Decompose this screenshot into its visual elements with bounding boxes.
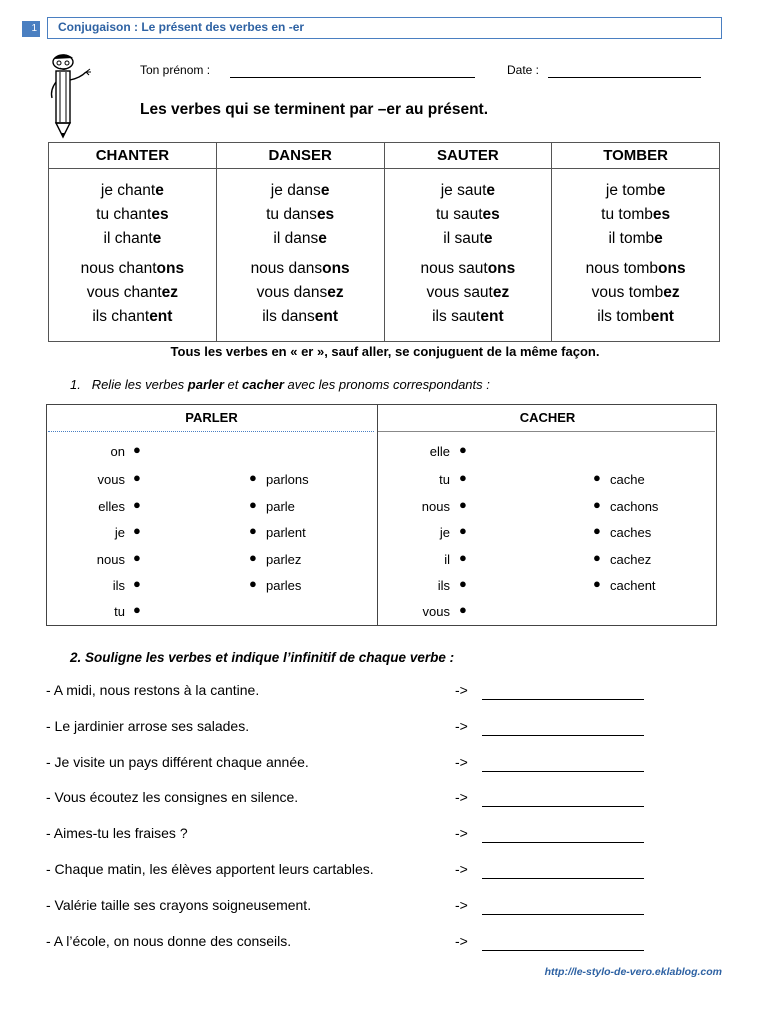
pronoun: je <box>605 182 618 199</box>
verb-ending: es <box>482 206 500 223</box>
pronoun: je <box>440 182 453 199</box>
verb-stem: chant <box>114 230 153 247</box>
pronoun: ils <box>432 308 447 325</box>
conjugation-form <box>217 305 384 329</box>
parler-verb: parle <box>266 499 295 514</box>
verb-stem: chant <box>118 260 157 277</box>
exercise2-sentence: - Vous écoutez les consignes en silence. <box>46 789 299 806</box>
parler-pronoun: ils <box>112 578 125 593</box>
infinitive-answer-field[interactable] <box>482 828 644 843</box>
pronoun: tu <box>266 206 279 223</box>
parler-verb: parlent <box>266 525 306 540</box>
infinitive-answer-field[interactable] <box>482 792 644 807</box>
exercise2-sentence: - A midi, nous restons à la cantine. <box>46 682 260 698</box>
verb-ending: e <box>656 182 666 199</box>
arrow-label: -> <box>455 682 468 698</box>
parler-pronoun: vous <box>97 472 125 487</box>
verb-stem: tomb <box>623 260 659 277</box>
arrow-label: -> <box>455 789 468 806</box>
page-number: 1 <box>22 21 40 37</box>
exercise1-verb-parler: parler <box>187 377 224 392</box>
footer-url[interactable]: http://le-stylo-de-vero.eklablog.com <box>544 966 722 978</box>
cacher-pronoun-dot[interactable]: ● <box>459 497 467 512</box>
parler-verb-dot[interactable]: ● <box>249 550 257 565</box>
exercise1-text-b: et <box>223 377 243 392</box>
exercise1-text-a: Relie les verbes <box>91 377 188 392</box>
parler-pronoun-dot[interactable]: ● <box>133 470 141 485</box>
cacher-header-rule <box>378 431 715 432</box>
pronoun: vous <box>591 284 625 301</box>
conjugation-column <box>49 169 217 342</box>
parler-pronoun-dot[interactable]: ● <box>133 602 141 617</box>
conjugation-form <box>217 257 384 281</box>
cacher-pronoun-dot[interactable]: ● <box>459 602 467 617</box>
exercise2-sentence: - A l’école, on nous donne des conseils. <box>46 932 292 949</box>
verb-header-chanter: CHANTER <box>49 143 217 169</box>
conjugation-form <box>385 227 552 251</box>
pronoun: tu <box>601 206 615 223</box>
pronoun: il <box>443 230 451 247</box>
conjugation-form <box>385 305 552 329</box>
verb-stem: chant <box>123 284 162 301</box>
pronoun: il <box>103 230 111 247</box>
infinitive-answer-field[interactable] <box>482 685 644 700</box>
verb-stem: tomb <box>618 206 653 223</box>
verb-ending: ons <box>156 260 185 277</box>
pronoun: je <box>270 182 283 199</box>
cacher-verb-dot[interactable]: ● <box>593 523 601 538</box>
pronoun: il <box>273 230 281 247</box>
verb-stem: chant <box>117 182 156 199</box>
verb-ending: ez <box>327 284 344 301</box>
exercise2-title: 2. Souligne les verbes et indique l’infinitif de chaque verbe : <box>70 650 455 665</box>
exercise2-sentence: - Je visite un pays différent chaque année. <box>46 753 309 770</box>
parler-verb: parlez <box>266 552 302 567</box>
verb-stem: tomb <box>619 230 655 247</box>
verb-stem: dans <box>293 284 328 301</box>
arrow-label: -> <box>455 753 468 770</box>
pronoun: ils <box>262 308 277 325</box>
pronoun: vous <box>426 284 460 301</box>
cacher-pronoun: je <box>439 525 450 540</box>
verb-ending: e <box>486 182 496 199</box>
verb-ending: es <box>316 206 335 223</box>
cacher-pronoun: elle <box>429 444 450 459</box>
parler-verb-dot[interactable]: ● <box>249 470 257 485</box>
verb-ending: ons <box>487 260 516 277</box>
pronoun: nous <box>585 260 620 277</box>
verb-stem: saut <box>454 230 484 247</box>
conjugation-table <box>48 142 720 342</box>
conjugation-form <box>385 179 552 203</box>
verb-ending: e <box>654 230 663 247</box>
conjugation-column <box>216 169 384 342</box>
conjugation-form <box>49 179 216 203</box>
verb-stem: saut <box>453 206 483 223</box>
verb-stem: saut <box>457 182 487 199</box>
verb-header-sauter: SAUTER <box>384 143 552 169</box>
verb-ending: e <box>318 230 327 247</box>
cacher-pronoun: nous <box>421 499 450 514</box>
date-field[interactable] <box>548 63 701 78</box>
parler-pronoun-dot[interactable]: ● <box>133 550 141 565</box>
conjugation-form <box>217 281 384 305</box>
parler-pronoun: nous <box>96 552 125 567</box>
cacher-verb-dot[interactable]: ● <box>593 576 601 591</box>
cacher-pronoun-dot[interactable]: ● <box>459 470 467 485</box>
conjugation-form <box>217 227 384 251</box>
cacher-verb: caches <box>610 525 652 540</box>
conjugation-form <box>385 281 552 305</box>
cacher-verb: cachons <box>610 499 659 514</box>
parler-pronoun: tu <box>114 604 125 619</box>
verb-ending: e <box>155 182 164 199</box>
verb-ending: ons <box>658 260 686 277</box>
verb-ending: ent <box>314 308 339 325</box>
pronoun: je <box>100 182 113 199</box>
verb-ending: es <box>652 206 671 223</box>
page-header-title: Conjugaison : Le présent des verbes en -er <box>47 17 722 39</box>
verb-stem: chant <box>111 308 150 325</box>
cacher-verb: cache <box>610 472 645 487</box>
verb-ending: ent <box>650 308 674 325</box>
exercise2-sentence: - Aimes-tu les fraises ? <box>46 825 188 842</box>
verb-ending: es <box>151 206 169 223</box>
rule-note: Tous les verbes en « er », sauf aller, se conjuguent de la même façon. <box>170 344 600 359</box>
verb-stem: tomb <box>616 308 651 325</box>
conjugation-form <box>552 305 719 329</box>
exercise1-instruction <box>70 377 490 392</box>
parler-pronoun: elles <box>98 499 125 514</box>
verb-stem: dans <box>284 230 319 247</box>
pronoun: vous <box>256 284 290 301</box>
conjugation-form <box>552 257 719 281</box>
verb-stem: saut <box>458 260 488 277</box>
conjugation-form <box>49 203 216 227</box>
parler-pronoun: je <box>114 525 125 540</box>
pronoun: tu <box>96 206 110 223</box>
cacher-pronoun-dot[interactable]: ● <box>459 523 467 538</box>
conjugation-form <box>217 203 384 227</box>
pronoun: vous <box>86 284 120 301</box>
verb-ending: ent <box>480 308 504 325</box>
main-title: Les verbes qui se terminent par –er au présent. <box>140 101 489 118</box>
name-field[interactable] <box>230 63 475 78</box>
conjugation-form <box>49 227 216 251</box>
conjugation-form <box>552 179 719 203</box>
exercise2-sentence: - Valérie taille ses crayons soigneusement. <box>46 896 312 913</box>
verb-ending: e <box>320 182 330 199</box>
cacher-verb-dot[interactable]: ● <box>593 497 601 512</box>
conjugation-form <box>385 203 552 227</box>
arrow-label: -> <box>455 861 468 877</box>
verb-ending: ez <box>161 284 179 301</box>
conjugation-form <box>385 257 552 281</box>
arrow-label: -> <box>455 932 468 949</box>
parler-verb-dot[interactable]: ● <box>249 497 257 512</box>
cacher-pronoun: tu <box>439 472 450 487</box>
exercise1-text-c: avec les pronoms correspondants : <box>283 377 490 392</box>
parler-verb-dot[interactable]: ● <box>249 576 257 591</box>
verb-header-danser: DANSER <box>216 143 384 169</box>
conjugation-form <box>49 305 216 329</box>
cacher-verb-dot[interactable]: ● <box>593 550 601 565</box>
conjugation-form <box>49 257 216 281</box>
pencil-mascot-icon <box>42 50 100 140</box>
pronoun: nous <box>80 260 115 277</box>
conjugation-form <box>552 227 719 251</box>
arrow-label: -> <box>455 825 468 842</box>
arrow-label: -> <box>455 717 468 734</box>
cacher-pronoun: il <box>444 552 450 567</box>
verb-ending: ons <box>322 260 350 277</box>
parler-verb: parlons <box>266 472 309 487</box>
verb-stem: dans <box>283 206 317 223</box>
parler-pronoun: on <box>110 444 125 459</box>
parler-pronoun-dot[interactable]: ● <box>133 576 141 591</box>
verb-ending: ent <box>149 308 173 325</box>
verb-stem: dans <box>287 182 321 199</box>
pronoun: il <box>608 230 616 247</box>
parler-pronoun-dot[interactable]: ● <box>133 442 141 457</box>
date-label: Date : <box>507 63 540 77</box>
exercise1-number: 1. <box>70 377 81 392</box>
infinitive-answer-field[interactable] <box>482 936 644 951</box>
verb-ending: ez <box>663 284 680 301</box>
cacher-verb: cachent <box>610 578 656 593</box>
verb-stem: saut <box>463 284 493 301</box>
infinitive-answer-field[interactable] <box>482 721 644 736</box>
cacher-pronoun-dot[interactable]: ● <box>459 576 467 591</box>
verb-stem: dans <box>288 260 323 277</box>
exercise2-sentence: - Chaque matin, les élèves apportent leurs cartables. <box>46 861 374 877</box>
parler-header: PARLER <box>185 410 238 425</box>
conjugation-column <box>552 169 720 342</box>
infinitive-answer-field[interactable] <box>482 864 644 879</box>
exercise2-sentence: - Le jardinier arrose ses salades. <box>46 717 250 734</box>
parler-header-rule <box>48 431 374 432</box>
parler-verb-dot[interactable]: ● <box>249 523 257 538</box>
cacher-pronoun: vous <box>422 604 450 619</box>
pronoun: nous <box>420 260 455 277</box>
verb-stem: chant <box>113 206 152 223</box>
verb-stem: tomb <box>622 182 657 199</box>
exercise1-verb-cacher: cacher <box>242 377 284 392</box>
verb-stem: saut <box>451 308 481 325</box>
verb-ending: ez <box>492 284 510 301</box>
cacher-pronoun-dot[interactable]: ● <box>459 442 467 457</box>
cacher-pronoun: ils <box>437 578 450 593</box>
cacher-verb: cachez <box>610 552 652 567</box>
parler-pronoun-dot[interactable]: ● <box>133 497 141 512</box>
conjugation-form <box>217 179 384 203</box>
verb-ending: e <box>483 230 493 247</box>
conjugation-form <box>552 203 719 227</box>
pronoun: tu <box>435 206 449 223</box>
cacher-header: CACHER <box>519 410 576 425</box>
infinitive-answer-field[interactable] <box>482 900 644 915</box>
verb-stem: dans <box>281 308 315 325</box>
arrow-label: -> <box>455 896 468 913</box>
pronoun: ils <box>597 308 612 325</box>
cacher-pronoun-dot[interactable]: ● <box>459 550 467 565</box>
cacher-verb-dot[interactable]: ● <box>593 470 601 485</box>
pronoun: nous <box>250 260 285 277</box>
verb-header-tomber: TOMBER <box>552 143 720 169</box>
parler-pronoun-dot[interactable]: ● <box>133 523 141 538</box>
pronoun: ils <box>92 308 107 325</box>
verb-ending: e <box>152 230 162 247</box>
infinitive-answer-field[interactable] <box>482 757 644 772</box>
verb-stem: tomb <box>628 284 664 301</box>
parler-verb: parles <box>266 578 302 593</box>
conjugation-column <box>384 169 552 342</box>
matching-divider <box>377 404 378 626</box>
name-label: Ton prénom : <box>140 63 211 77</box>
conjugation-form <box>49 281 216 305</box>
conjugation-form <box>552 281 719 305</box>
